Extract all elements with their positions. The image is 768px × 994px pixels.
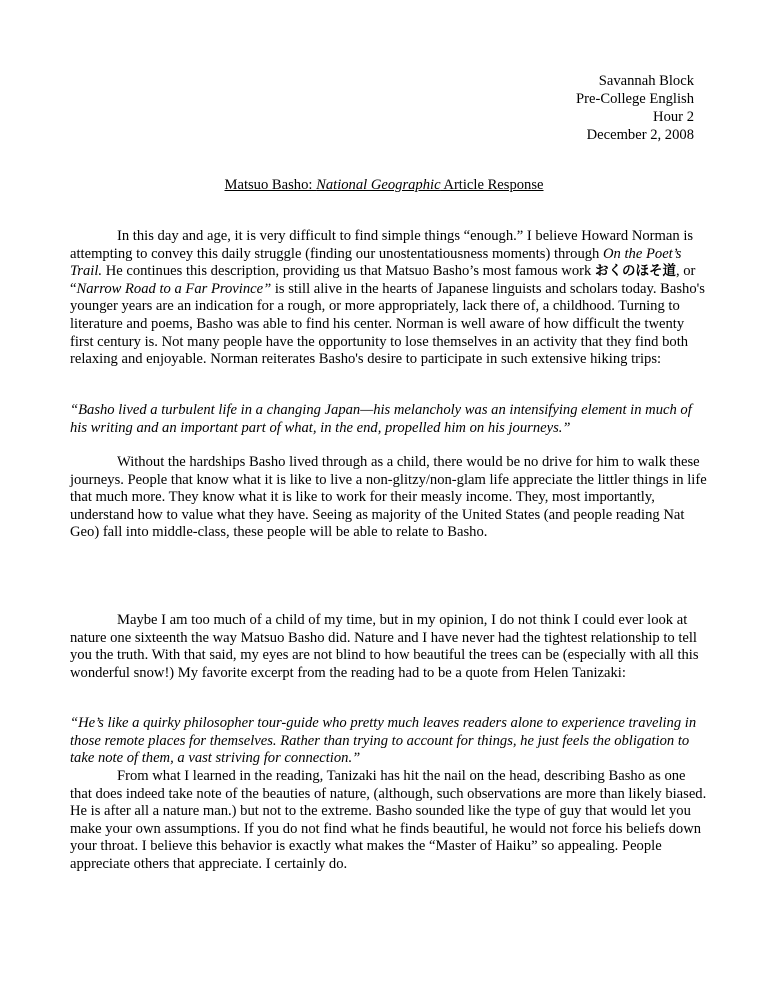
course-name: Pre-College English — [576, 91, 694, 107]
quote-1: “Basho lived a turbulent life in a changing Japan—his melancholy was an intensifying element in much of his writing and an important part of what, in the end, propelled him on his journeys.” — [70, 402, 692, 436]
header-block — [576, 72, 694, 144]
author-name: Savannah Block — [598, 73, 694, 89]
paragraph-1-text-c: He continues this description, providing us that Matsuo Basho’s most famous work — [102, 263, 595, 280]
paragraph-2: Without the hardships Basho lived through as a child, there would be no drive for him to walk these journeys. People that know what it is like to live a non-glitzy/non-glam life appreciate the littler things in life that much more. They know what it is like to work for their measly income. They, most importantly, understand how to value what they have. Seeing as majority of the United States (and people reading Nat Geo) fall into middle-class, these people will be able to relate to Basho. — [70, 454, 707, 541]
paragraph-1-text-g: is still alive in the hearts of Japanese linguists and scholars today. Basho's younger years are an indication for a rough, or more appropriately, lack there of, a childhood. Turning to literature and poems, Basho was able to find his center. Norman is well aware of how difficult the twenty first century is. Not many people have the opportunity to lose themselves in an activity that they find both relaxing and enjoyable. Norman reiterates Basho's desire to participate in such extensive hiking trips: — [70, 280, 705, 368]
quote-2: “He’s like a quirky philosopher tour-guide who pretty much leaves readers alone to experience traveling in those remote places for themselves. Rather than trying to account for things, he just feels the obligation to take note of them, a vast striving for connection.” — [70, 715, 697, 767]
paragraph-1 — [70, 228, 708, 369]
paragraph-1-work-title: Narrow Road to a Far Province” — [76, 280, 272, 297]
paragraph-3: Maybe I am too much of a child of my time, but in my opinion, I do not think I could ever look at nature one sixteenth the way Matsuo Basho did. Nature and I have never had the tightest relationship to tell you the truth. With that said, my eyes are not blind to how beautiful the trees can be (especially with all this wonderful snow!) My favorite excerpt from the reading had to be a quote from Helen Tanizaki: — [70, 612, 699, 681]
title-part-2: National Geographic — [316, 177, 441, 193]
paragraph-1-book-title: On the Poet’s Trail. — [70, 245, 682, 280]
paragraph-1-japanese-title: おくのほそ道 — [594, 263, 676, 280]
document-date: December 2, 2008 — [586, 127, 694, 143]
class-hour: Hour 2 — [653, 109, 694, 125]
title-part-3: Article Response — [440, 177, 544, 193]
title-part-1: Matsuo Basho: — [224, 177, 317, 193]
paragraph-4: From what I learned in the reading, Tanizaki has hit the nail on the head, describing Basho as one that does indeed take note of the beauties of nature, (although, such observations are more than likely biased. He is after all a nature man.) but not to the extreme. Basho sounded like the type of guy that would let you make your own assumptions. If you do not find what he finds beautiful, he would not force his beliefs down your throat. I believe this behavior is exactly what makes the “Master of Haiku” so appealing. People appreciate others that appreciate. I certainly do. — [70, 768, 707, 872]
document-title — [0, 176, 768, 194]
paragraph-1-text-a: In this day and age, it is very difficult to find simple things “enough.” I believe Howard Norman is attempting to convey this daily struggle (finding our unostentatiousness moments) through — [70, 228, 694, 262]
paragraph-1-text-e: , or “ — [70, 263, 696, 297]
